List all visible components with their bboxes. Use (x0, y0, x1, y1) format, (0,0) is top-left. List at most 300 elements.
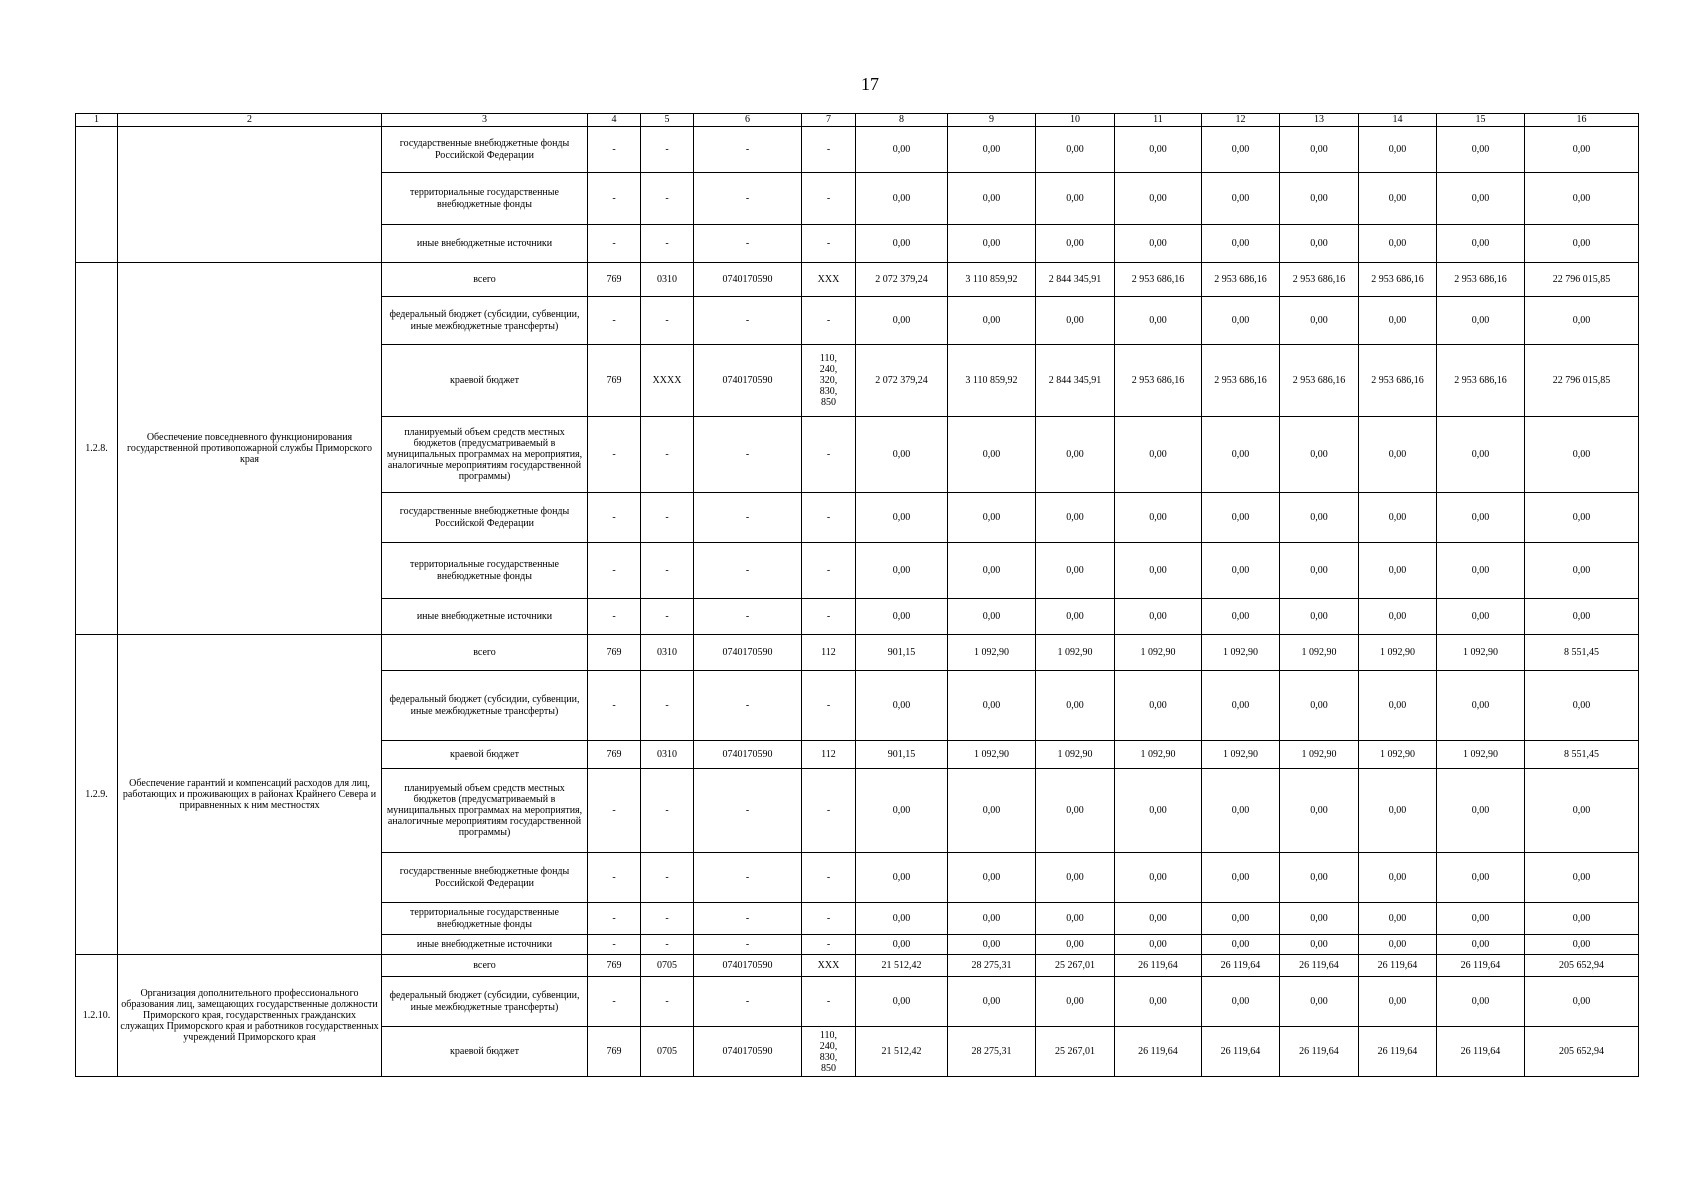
amount-col-11: 1 092,90 (1115, 741, 1202, 769)
amount-col-10: 1 092,90 (1036, 741, 1115, 769)
amount-col-9: 0,00 (948, 977, 1036, 1027)
amount-col-13: 26 119,64 (1280, 955, 1359, 977)
amount-col-16: 0,00 (1525, 935, 1639, 955)
funding-source: планируемый объем средств местных бюджетов (предусматриваемый в муниципальных программах на мероприятия, аналогичные мероприятиям государственной программы) (382, 417, 588, 493)
amount-col-15: 0,00 (1437, 599, 1525, 635)
code-c4: - (588, 543, 641, 599)
amount-col-13: 0,00 (1280, 493, 1359, 543)
amount-col-9: 0,00 (948, 127, 1036, 173)
column-header-10: 10 (1036, 114, 1115, 127)
amount-col-16: 22 796 015,85 (1525, 345, 1639, 417)
code-c7: 112 (802, 635, 856, 671)
page-number: 17 (861, 74, 879, 94)
code-c7: XXX (802, 263, 856, 297)
code-c4: 769 (588, 1027, 641, 1077)
amount-col-13: 0,00 (1280, 297, 1359, 345)
amount-col-9: 0,00 (948, 599, 1036, 635)
amount-col-14: 0,00 (1359, 417, 1437, 493)
code-c6: - (694, 671, 802, 741)
amount-col-8: 21 512,42 (856, 1027, 948, 1077)
amount-col-16: 0,00 (1525, 417, 1639, 493)
column-header-8: 8 (856, 114, 948, 127)
code-c6: 0740170590 (694, 955, 802, 977)
amount-col-12: 0,00 (1202, 977, 1280, 1027)
amount-col-12: 2 953 686,16 (1202, 345, 1280, 417)
amount-col-8: 0,00 (856, 599, 948, 635)
amount-col-11: 0,00 (1115, 543, 1202, 599)
amount-col-14: 0,00 (1359, 225, 1437, 263)
amount-col-14: 0,00 (1359, 671, 1437, 741)
column-header-14: 14 (1359, 114, 1437, 127)
amount-col-12: 0,00 (1202, 671, 1280, 741)
amount-col-16: 0,00 (1525, 853, 1639, 903)
code-c4: 769 (588, 955, 641, 977)
funding-source: государственные внебюджетные фонды Российской Федерации (382, 493, 588, 543)
code-c7: - (802, 543, 856, 599)
amount-col-14: 0,00 (1359, 599, 1437, 635)
amount-col-16: 0,00 (1525, 297, 1639, 345)
amount-col-13: 1 092,90 (1280, 741, 1359, 769)
amount-col-16: 0,00 (1525, 173, 1639, 225)
funding-source: иные внебюджетные источники (382, 225, 588, 263)
amount-col-14: 0,00 (1359, 903, 1437, 935)
amount-col-9: 28 275,31 (948, 955, 1036, 977)
amount-col-9: 0,00 (948, 903, 1036, 935)
code-c6: - (694, 493, 802, 543)
budget-table (75, 113, 1639, 1077)
amount-col-15: 0,00 (1437, 173, 1525, 225)
code-c6: - (694, 903, 802, 935)
amount-col-8: 901,15 (856, 635, 948, 671)
amount-col-8: 2 072 379,24 (856, 345, 948, 417)
amount-col-8: 0,00 (856, 853, 948, 903)
amount-col-8: 0,00 (856, 417, 948, 493)
code-c6: - (694, 225, 802, 263)
amount-col-15: 0,00 (1437, 297, 1525, 345)
amount-col-14: 26 119,64 (1359, 955, 1437, 977)
amount-col-10: 0,00 (1036, 543, 1115, 599)
code-c7: - (802, 297, 856, 345)
code-c6: 0740170590 (694, 741, 802, 769)
code-c4: - (588, 493, 641, 543)
code-c7: - (802, 173, 856, 225)
code-c5: 0705 (641, 955, 694, 977)
funding-source: краевой бюджет (382, 345, 588, 417)
code-c4: - (588, 297, 641, 345)
amount-col-9: 0,00 (948, 493, 1036, 543)
amount-col-10: 0,00 (1036, 903, 1115, 935)
item-number (76, 127, 118, 263)
amount-col-12: 0,00 (1202, 297, 1280, 345)
item-name: Обеспечение повседневного функционирования государственной противопожарной службы Приморского края (118, 263, 382, 635)
code-c6: 0740170590 (694, 635, 802, 671)
code-c4: 769 (588, 263, 641, 297)
amount-col-8: 0,00 (856, 543, 948, 599)
table-row (76, 635, 1639, 671)
amount-col-9: 0,00 (948, 671, 1036, 741)
amount-col-12: 0,00 (1202, 853, 1280, 903)
amount-col-13: 0,00 (1280, 173, 1359, 225)
amount-col-8: 0,00 (856, 493, 948, 543)
amount-col-9: 1 092,90 (948, 635, 1036, 671)
column-header-16: 16 (1525, 114, 1639, 127)
amount-col-14: 2 953 686,16 (1359, 345, 1437, 417)
amount-col-12: 0,00 (1202, 769, 1280, 853)
code-c4: - (588, 903, 641, 935)
table-row (76, 127, 1639, 173)
column-header-15: 15 (1437, 114, 1525, 127)
code-c4: 769 (588, 345, 641, 417)
amount-col-11: 0,00 (1115, 977, 1202, 1027)
amount-col-10: 0,00 (1036, 225, 1115, 263)
code-c7: - (802, 671, 856, 741)
code-c7: - (802, 903, 856, 935)
column-header-12: 12 (1202, 114, 1280, 127)
funding-source: территориальные государственные внебюджетные фонды (382, 903, 588, 935)
amount-col-12: 0,00 (1202, 903, 1280, 935)
code-c4: - (588, 225, 641, 263)
column-header-9: 9 (948, 114, 1036, 127)
amount-col-13: 0,00 (1280, 225, 1359, 263)
code-c7: 110, 240, 830, 850 (802, 1027, 856, 1077)
amount-col-15: 0,00 (1437, 853, 1525, 903)
amount-col-8: 0,00 (856, 225, 948, 263)
funding-source: всего (382, 955, 588, 977)
amount-col-11: 0,00 (1115, 297, 1202, 345)
code-c6: - (694, 935, 802, 955)
amount-col-12: 0,00 (1202, 173, 1280, 225)
code-c5: - (641, 417, 694, 493)
amount-col-11: 0,00 (1115, 671, 1202, 741)
amount-col-12: 0,00 (1202, 493, 1280, 543)
amount-col-15: 0,00 (1437, 769, 1525, 853)
amount-col-9: 0,00 (948, 173, 1036, 225)
amount-col-15: 0,00 (1437, 127, 1525, 173)
column-header-4: 4 (588, 114, 641, 127)
amount-col-9: 1 092,90 (948, 741, 1036, 769)
amount-col-12: 26 119,64 (1202, 955, 1280, 977)
funding-source: федеральный бюджет (субсидии, субвенции, иные межбюджетные трансферты) (382, 671, 588, 741)
column-header-1: 1 (76, 114, 118, 127)
amount-col-8: 21 512,42 (856, 955, 948, 977)
amount-col-10: 0,00 (1036, 769, 1115, 853)
amount-col-13: 0,00 (1280, 935, 1359, 955)
funding-source: всего (382, 635, 588, 671)
item-number: 1.2.9. (76, 635, 118, 955)
amount-col-15: 0,00 (1437, 225, 1525, 263)
code-c7: - (802, 493, 856, 543)
amount-col-13: 2 953 686,16 (1280, 345, 1359, 417)
code-c6: - (694, 977, 802, 1027)
code-c4: - (588, 127, 641, 173)
code-c5: XXXX (641, 345, 694, 417)
amount-col-14: 1 092,90 (1359, 635, 1437, 671)
amount-col-11: 0,00 (1115, 769, 1202, 853)
funding-source: территориальные государственные внебюджетные фонды (382, 173, 588, 225)
code-c6: - (694, 417, 802, 493)
amount-col-14: 0,00 (1359, 853, 1437, 903)
amount-col-16: 0,00 (1525, 543, 1639, 599)
amount-col-10: 25 267,01 (1036, 1027, 1115, 1077)
amount-col-16: 8 551,45 (1525, 635, 1639, 671)
funding-source: государственные внебюджетные фонды Российской Федерации (382, 127, 588, 173)
item-number: 1.2.8. (76, 263, 118, 635)
amount-col-13: 0,00 (1280, 599, 1359, 635)
amount-col-8: 0,00 (856, 127, 948, 173)
code-c5: - (641, 543, 694, 599)
amount-col-9: 0,00 (948, 543, 1036, 599)
amount-col-13: 0,00 (1280, 543, 1359, 599)
amount-col-15: 2 953 686,16 (1437, 345, 1525, 417)
code-c6: - (694, 599, 802, 635)
code-c7: - (802, 769, 856, 853)
code-c6: 0740170590 (694, 1027, 802, 1077)
amount-col-12: 0,00 (1202, 127, 1280, 173)
amount-col-16: 0,00 (1525, 599, 1639, 635)
amount-col-14: 0,00 (1359, 493, 1437, 543)
amount-col-10: 0,00 (1036, 493, 1115, 543)
amount-col-15: 0,00 (1437, 671, 1525, 741)
amount-col-13: 0,00 (1280, 769, 1359, 853)
amount-col-11: 26 119,64 (1115, 955, 1202, 977)
code-c5: 0310 (641, 635, 694, 671)
amount-col-15: 26 119,64 (1437, 1027, 1525, 1077)
amount-col-9: 3 110 859,92 (948, 263, 1036, 297)
item-name: Обеспечение гарантий и компенсаций расходов для лиц, работающих и проживающих в районах Крайнего Севера и приравненных к ним местностях (118, 635, 382, 955)
code-c5: - (641, 853, 694, 903)
table-row (76, 263, 1639, 297)
amount-col-13: 0,00 (1280, 417, 1359, 493)
code-c7: - (802, 417, 856, 493)
code-c4: - (588, 977, 641, 1027)
amount-col-8: 0,00 (856, 173, 948, 225)
code-c6: - (694, 173, 802, 225)
amount-col-14: 1 092,90 (1359, 741, 1437, 769)
code-c6: - (694, 543, 802, 599)
funding-source: федеральный бюджет (субсидии, субвенции, иные межбюджетные трансферты) (382, 977, 588, 1027)
item-name (118, 127, 382, 263)
funding-source: краевой бюджет (382, 1027, 588, 1077)
amount-col-16: 205 652,94 (1525, 1027, 1639, 1077)
amount-col-11: 0,00 (1115, 853, 1202, 903)
code-c4: - (588, 417, 641, 493)
amount-col-10: 0,00 (1036, 935, 1115, 955)
amount-col-15: 0,00 (1437, 935, 1525, 955)
amount-col-8: 0,00 (856, 935, 948, 955)
amount-col-16: 0,00 (1525, 769, 1639, 853)
amount-col-15: 0,00 (1437, 417, 1525, 493)
amount-col-11: 0,00 (1115, 225, 1202, 263)
column-header-6: 6 (694, 114, 802, 127)
amount-col-11: 0,00 (1115, 599, 1202, 635)
column-header-13: 13 (1280, 114, 1359, 127)
amount-col-11: 0,00 (1115, 903, 1202, 935)
amount-col-16: 8 551,45 (1525, 741, 1639, 769)
code-c4: - (588, 935, 641, 955)
amount-col-14: 0,00 (1359, 127, 1437, 173)
amount-col-14: 0,00 (1359, 297, 1437, 345)
amount-col-15: 0,00 (1437, 493, 1525, 543)
amount-col-10: 0,00 (1036, 853, 1115, 903)
amount-col-10: 0,00 (1036, 671, 1115, 741)
amount-col-16: 0,00 (1525, 127, 1639, 173)
code-c4: 769 (588, 635, 641, 671)
code-c5: - (641, 935, 694, 955)
amount-col-14: 0,00 (1359, 769, 1437, 853)
amount-col-14: 0,00 (1359, 935, 1437, 955)
code-c4: 769 (588, 741, 641, 769)
code-c5: - (641, 977, 694, 1027)
amount-col-11: 0,00 (1115, 173, 1202, 225)
code-c5: - (641, 903, 694, 935)
amount-col-16: 0,00 (1525, 977, 1639, 1027)
amount-col-14: 0,00 (1359, 173, 1437, 225)
amount-col-10: 2 844 345,91 (1036, 345, 1115, 417)
code-c4: - (588, 599, 641, 635)
amount-col-16: 0,00 (1525, 671, 1639, 741)
amount-col-8: 2 072 379,24 (856, 263, 948, 297)
code-c5: - (641, 599, 694, 635)
table-body (76, 127, 1639, 1077)
amount-col-8: 0,00 (856, 977, 948, 1027)
amount-col-9: 0,00 (948, 225, 1036, 263)
amount-col-12: 0,00 (1202, 935, 1280, 955)
code-c5: 0310 (641, 741, 694, 769)
code-c5: - (641, 225, 694, 263)
code-c5: - (641, 493, 694, 543)
funding-source: планируемый объем средств местных бюджетов (предусматриваемый в муниципальных программах на мероприятия, аналогичные мероприятиям государственной программы) (382, 769, 588, 853)
amount-col-8: 0,00 (856, 671, 948, 741)
amount-col-8: 0,00 (856, 769, 948, 853)
amount-col-11: 2 953 686,16 (1115, 345, 1202, 417)
amount-col-11: 0,00 (1115, 935, 1202, 955)
amount-col-13: 2 953 686,16 (1280, 263, 1359, 297)
amount-col-12: 26 119,64 (1202, 1027, 1280, 1077)
amount-col-15: 1 092,90 (1437, 635, 1525, 671)
column-header-2: 2 (118, 114, 382, 127)
code-c6: 0740170590 (694, 263, 802, 297)
code-c7: 112 (802, 741, 856, 769)
amount-col-9: 28 275,31 (948, 1027, 1036, 1077)
column-header-11: 11 (1115, 114, 1202, 127)
amount-col-13: 0,00 (1280, 977, 1359, 1027)
amount-col-9: 0,00 (948, 297, 1036, 345)
code-c5: - (641, 769, 694, 853)
amount-col-13: 0,00 (1280, 853, 1359, 903)
amount-col-14: 26 119,64 (1359, 1027, 1437, 1077)
amount-col-12: 1 092,90 (1202, 635, 1280, 671)
item-name: Организация дополнительного профессионального образования лиц, замещающих государственные должности Приморского края, государственных гражданских служащих Приморского края и работников государственных учреждений Приморского края (118, 955, 382, 1077)
funding-source: иные внебюджетные источники (382, 599, 588, 635)
code-c7: XXX (802, 955, 856, 977)
header-row (76, 114, 1639, 127)
amount-col-14: 2 953 686,16 (1359, 263, 1437, 297)
amount-col-16: 0,00 (1525, 225, 1639, 263)
code-c4: - (588, 769, 641, 853)
code-c6: - (694, 853, 802, 903)
amount-col-13: 26 119,64 (1280, 1027, 1359, 1077)
column-header-3: 3 (382, 114, 588, 127)
amount-col-8: 901,15 (856, 741, 948, 769)
amount-col-9: 0,00 (948, 769, 1036, 853)
table-row (76, 955, 1639, 977)
amount-col-10: 0,00 (1036, 977, 1115, 1027)
amount-col-16: 0,00 (1525, 493, 1639, 543)
amount-col-16: 0,00 (1525, 903, 1639, 935)
amount-col-10: 1 092,90 (1036, 635, 1115, 671)
column-header-7: 7 (802, 114, 856, 127)
funding-source: иные внебюджетные источники (382, 935, 588, 955)
amount-col-14: 0,00 (1359, 977, 1437, 1027)
code-c4: - (588, 173, 641, 225)
code-c6: - (694, 297, 802, 345)
amount-col-12: 2 953 686,16 (1202, 263, 1280, 297)
amount-col-10: 25 267,01 (1036, 955, 1115, 977)
funding-source: краевой бюджет (382, 741, 588, 769)
amount-col-15: 0,00 (1437, 977, 1525, 1027)
code-c5: - (641, 127, 694, 173)
amount-col-12: 1 092,90 (1202, 741, 1280, 769)
amount-col-10: 0,00 (1036, 599, 1115, 635)
code-c5: - (641, 297, 694, 345)
amount-col-9: 0,00 (948, 853, 1036, 903)
code-c7: - (802, 127, 856, 173)
amount-col-10: 2 844 345,91 (1036, 263, 1115, 297)
code-c7: - (802, 599, 856, 635)
amount-col-10: 0,00 (1036, 417, 1115, 493)
code-c7: 110, 240, 320, 830, 850 (802, 345, 856, 417)
code-c7: - (802, 935, 856, 955)
funding-source: всего (382, 263, 588, 297)
item-number: 1.2.10. (76, 955, 118, 1077)
code-c5: - (641, 671, 694, 741)
amount-col-12: 0,00 (1202, 543, 1280, 599)
code-c5: - (641, 173, 694, 225)
amount-col-10: 0,00 (1036, 127, 1115, 173)
amount-col-8: 0,00 (856, 903, 948, 935)
amount-col-15: 26 119,64 (1437, 955, 1525, 977)
amount-col-11: 0,00 (1115, 493, 1202, 543)
amount-col-13: 0,00 (1280, 127, 1359, 173)
amount-col-10: 0,00 (1036, 173, 1115, 225)
amount-col-10: 0,00 (1036, 297, 1115, 345)
amount-col-14: 0,00 (1359, 543, 1437, 599)
amount-col-15: 1 092,90 (1437, 741, 1525, 769)
funding-source: территориальные государственные внебюджетные фонды (382, 543, 588, 599)
amount-col-13: 0,00 (1280, 671, 1359, 741)
amount-col-16: 205 652,94 (1525, 955, 1639, 977)
code-c5: 0705 (641, 1027, 694, 1077)
amount-col-8: 0,00 (856, 297, 948, 345)
amount-col-9: 0,00 (948, 935, 1036, 955)
code-c6: - (694, 769, 802, 853)
amount-col-16: 22 796 015,85 (1525, 263, 1639, 297)
amount-col-15: 0,00 (1437, 903, 1525, 935)
code-c4: - (588, 853, 641, 903)
amount-col-15: 2 953 686,16 (1437, 263, 1525, 297)
amount-col-12: 0,00 (1202, 599, 1280, 635)
code-c6: - (694, 127, 802, 173)
amount-col-12: 0,00 (1202, 417, 1280, 493)
amount-col-12: 0,00 (1202, 225, 1280, 263)
code-c7: - (802, 853, 856, 903)
code-c7: - (802, 977, 856, 1027)
column-header-5: 5 (641, 114, 694, 127)
amount-col-11: 0,00 (1115, 417, 1202, 493)
amount-col-9: 0,00 (948, 417, 1036, 493)
amount-col-11: 26 119,64 (1115, 1027, 1202, 1077)
amount-col-11: 2 953 686,16 (1115, 263, 1202, 297)
